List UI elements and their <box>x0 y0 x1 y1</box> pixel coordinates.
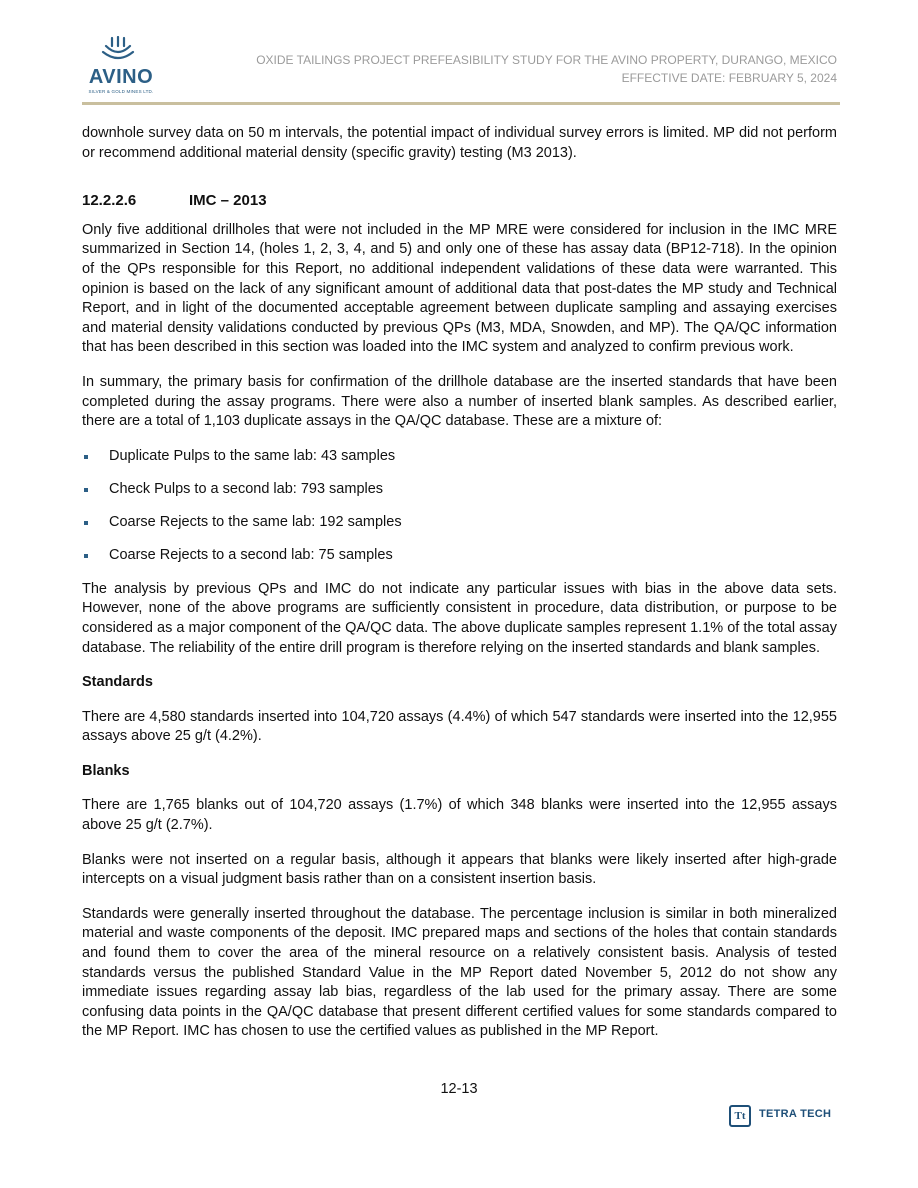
section-heading <box>82 191 837 211</box>
avino-logo <box>82 36 160 96</box>
list-item <box>82 513 837 532</box>
page-number: 12-13 <box>440 1081 478 1097</box>
list-item-text: Coarse Rejects to a second lab: 75 samples <box>109 546 393 563</box>
paragraph: Blanks were not inserted on a regular basis, although it appears that blanks were likely inserted after high-grade intercepts on a visual judgment basis rather than on a consistent insertion basis. <box>82 851 837 888</box>
paragraph: There are 1,765 blanks out of 104,720 assays (1.7%) of which 348 blanks were inserted into the 12,955 assays above 25 g/t (2.7%). <box>82 797 837 834</box>
bullet-icon <box>84 521 88 525</box>
avino-logo-icon <box>98 36 138 66</box>
list-item-text: Coarse Rejects to the same lab: 192 samples <box>109 513 402 530</box>
document-title: OXIDE TAILINGS PROJECT PREFEASIBILITY STUDY FOR THE AVINO PROPERTY, DURANGO, MEXICO <box>256 53 837 67</box>
bullet-icon <box>84 554 88 558</box>
list-item <box>82 546 837 565</box>
effective-date: EFFECTIVE DATE: FEBRUARY 5, 2024 <box>621 71 837 85</box>
duplicate-types-list <box>82 447 837 565</box>
paragraph: Only five additional drillholes that were not included in the MP MRE were considered for inclusion in the IMC MRE summarized in Section 14, (holes 1, 2, 3, 4, and 5) and only one of these has assay data (BP12-718). In the opinion of the QPs responsible for this Report, no additional independent validations of these data were warranted. This opinion is based on the lack of any significant amount of additional data that post-dates the MP study and Technical Report, and in light of the documented acceptable agreement between duplicate sampling and assaying exercises and material density validations conducted by previous QPs (M3, MDA, Snowden, and MP). The QA/QC information that has been described in this section was loaded into the IMC system and analyzed to confirm previous work. <box>82 221 837 356</box>
tetra-tech-wordmark: TETRA TECH <box>759 1108 832 1120</box>
logo-wordmark: AVINO <box>88 66 154 88</box>
list-item <box>82 480 837 499</box>
list-item-text: Duplicate Pulps to the same lab: 43 samples <box>109 447 396 464</box>
tetra-tech-icon: Tt <box>729 1105 751 1127</box>
paragraph: downhole survey data on 50 m intervals, the potential impact of individual survey errors is limited. MP did not perform or recommend additional material density (specific gravity) testing (M3 2013). <box>82 125 837 161</box>
blanks-heading: Blanks <box>82 762 130 779</box>
standards-heading: Standards <box>82 674 153 691</box>
paragraph: In summary, the primary basis for confirmation of the drillhole database are the inserted standards that have been completed during the assay programs. There were also a number of inserted blank samples. As described earlier, there are a total of 1,103 duplicate assays in the QA/QC database. These are a mixture of: <box>82 373 837 430</box>
bullet-icon <box>84 455 88 459</box>
list-item <box>82 447 837 466</box>
section-title: IMC – 2013 <box>189 192 267 210</box>
section-number: 12.2.2.6 <box>82 192 137 210</box>
paragraph: There are 4,580 standards inserted into 104,720 assays (4.4%) of which 547 standards were inserted into the 12,955 assays above 25 g/t (4.2%). <box>82 708 837 745</box>
header-rule <box>82 102 840 105</box>
list-item-text: Check Pulps to a second lab: 793 samples <box>109 480 384 497</box>
bullet-icon <box>84 488 88 492</box>
paragraph: The analysis by previous QPs and IMC do not indicate any particular issues with bias in the above data sets. However, none of the above programs are sufficiently consistent in procedure, data distribution, or purpose to be considered as a major component of the QA/QC data. The above duplicate samples represent 1.1% of the total assay database. The reliability of the entire drill program is therefore relying on the inserted standards and blank samples. <box>82 580 837 656</box>
logo-subtext: SILVER & GOLD MINES LTD. <box>88 89 154 94</box>
page-content <box>82 124 837 1057</box>
paragraph: Standards were generally inserted throughout the database. The percentage inclusion is similar in both mineralized material and waste components of the deposit. IMC prepared maps and sections of the holes that contain standards and found them to cover the area of the mineral resource on a relatively consistent basis. Analysis of tested standards versus the published Standard Value in the MP Report dated November 5, 2012 do not show any immediate issues regarding assay lab bias, regardless of the lab used for the primary assay. There are some confusing data points in the QA/QC database that present different certified values for some standards compared to the MP Report. IMC has chosen to use the certified values as published in the MP Report. <box>82 905 837 1040</box>
